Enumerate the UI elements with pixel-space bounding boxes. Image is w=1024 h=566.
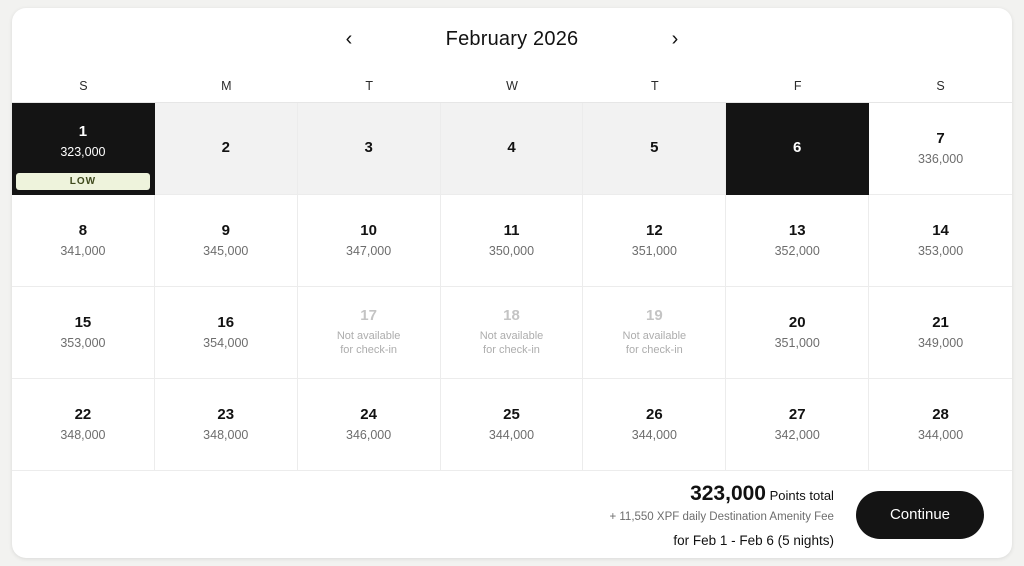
day-points: 342,000	[774, 427, 820, 442]
day-points: 352,000	[774, 243, 820, 258]
day-number: 17	[360, 307, 377, 325]
day-unavailable-note: Not available for check-in	[336, 330, 401, 357]
calendar-day-cell[interactable]	[583, 379, 726, 471]
calendar-day-cell[interactable]	[583, 195, 726, 287]
calendar-day-cell[interactable]	[12, 379, 155, 471]
calendar-day-cell[interactable]	[726, 103, 869, 195]
day-points: 323,000	[60, 144, 106, 159]
status-badge: LOW	[16, 173, 150, 190]
day-points: 351,000	[631, 243, 677, 258]
calendar-day-cell	[441, 287, 584, 379]
day-unavailable-note: Not available for check-in	[479, 330, 544, 357]
calendar-day-cell[interactable]	[726, 287, 869, 379]
day-number: 14	[932, 221, 949, 239]
weekday-label: T	[651, 79, 659, 93]
calendar-header	[12, 8, 1012, 70]
weekday-label: W	[506, 79, 518, 93]
calendar-day-cell[interactable]	[441, 379, 584, 471]
calendar-day-cell	[583, 287, 726, 379]
total-line	[609, 479, 833, 509]
day-number: 26	[646, 405, 663, 423]
day-number: 18	[503, 307, 520, 325]
day-number: 13	[788, 221, 806, 239]
calendar-day-cell[interactable]	[155, 195, 298, 287]
day-points: 349,000	[917, 335, 964, 350]
calendar-day-cell[interactable]	[726, 195, 869, 287]
day-number: 11	[503, 221, 520, 239]
day-points: 344,000	[631, 427, 677, 442]
day-points: 341,000	[60, 243, 106, 258]
calendar-day-cell[interactable]	[441, 103, 584, 195]
price-summary	[609, 479, 833, 551]
day-number: 22	[74, 405, 92, 423]
weekday-label: M	[221, 79, 232, 93]
calendar-day-cell[interactable]	[869, 195, 1012, 287]
weekday-label: S	[936, 79, 945, 93]
weekday-label: T	[365, 79, 373, 93]
day-points: 345,000	[203, 243, 249, 258]
page-title: February 2026	[445, 27, 579, 50]
day-number: 25	[503, 405, 520, 423]
day-points: 353,000	[917, 243, 964, 258]
calendar-grid	[12, 102, 1012, 471]
day-number: 24	[360, 405, 377, 423]
weekday-label: S	[79, 79, 88, 93]
calendar-day-cell[interactable]	[12, 195, 155, 287]
weekday-label: F	[793, 79, 802, 93]
day-points: 347,000	[346, 243, 392, 258]
calendar-day-cell[interactable]	[298, 379, 441, 471]
calendar-day-cell[interactable]	[583, 103, 726, 195]
day-number: 10	[360, 221, 377, 239]
day-number: 9	[221, 221, 230, 239]
day-number: 7	[936, 129, 945, 147]
day-number: 16	[217, 313, 235, 331]
calendar-day-cell[interactable]	[155, 103, 298, 195]
calendar-day-cell[interactable]	[869, 103, 1012, 195]
calendar-day-cell[interactable]	[869, 379, 1012, 471]
day-number: 1	[78, 122, 88, 140]
day-points: 354,000	[203, 335, 249, 350]
day-points: 350,000	[488, 243, 535, 258]
stay-range: for Feb 1 - Feb 6 (5 nights)	[673, 532, 834, 548]
total-label: Points total	[769, 487, 834, 503]
total-amount: 323,000	[690, 481, 766, 505]
day-number: 5	[650, 139, 659, 157]
calendar-day-cell	[298, 287, 441, 379]
day-number: 3	[364, 139, 373, 157]
calendar-day-cell[interactable]	[726, 379, 869, 471]
calendar-day-cell[interactable]	[441, 195, 584, 287]
chevron-left-icon[interactable]: ‹	[334, 24, 364, 54]
calendar-day-cell[interactable]	[155, 379, 298, 471]
calendar-day-cell[interactable]	[298, 195, 441, 287]
calendar-day-cell[interactable]	[12, 103, 155, 195]
day-points: 336,000	[917, 151, 964, 166]
day-number: 15	[74, 313, 92, 331]
day-number: 6	[793, 139, 802, 157]
day-points: 351,000	[774, 335, 820, 350]
day-number: 27	[788, 405, 806, 423]
continue-button[interactable]: Continue	[856, 491, 984, 539]
day-points: 344,000	[917, 427, 964, 442]
day-number: 2	[221, 139, 230, 157]
day-points: 353,000	[60, 335, 106, 350]
chevron-right-icon[interactable]: ›	[660, 24, 690, 54]
calendar-day-cell[interactable]	[869, 287, 1012, 379]
day-number: 12	[646, 221, 663, 239]
fee-note: + 11,550 XPF daily Destination Amenity Fee	[609, 511, 834, 524]
calendar-day-cell[interactable]	[12, 287, 155, 379]
day-number: 19	[646, 307, 663, 325]
day-number: 20	[788, 313, 806, 331]
date-picker-card	[12, 8, 1012, 558]
calendar-day-cell[interactable]	[155, 287, 298, 379]
day-points: 344,000	[488, 427, 535, 442]
day-number: 4	[507, 139, 516, 157]
day-number: 21	[932, 313, 949, 331]
day-points: 348,000	[203, 427, 249, 442]
weekday-header-row	[12, 70, 1012, 102]
day-number: 28	[932, 405, 949, 423]
day-points: 348,000	[60, 427, 106, 442]
day-unavailable-note: Not available for check-in	[622, 330, 687, 357]
summary-footer	[12, 471, 1012, 558]
calendar-day-cell[interactable]	[298, 103, 441, 195]
day-points: 346,000	[346, 427, 392, 442]
day-number: 8	[78, 221, 88, 239]
day-number: 23	[217, 405, 235, 423]
